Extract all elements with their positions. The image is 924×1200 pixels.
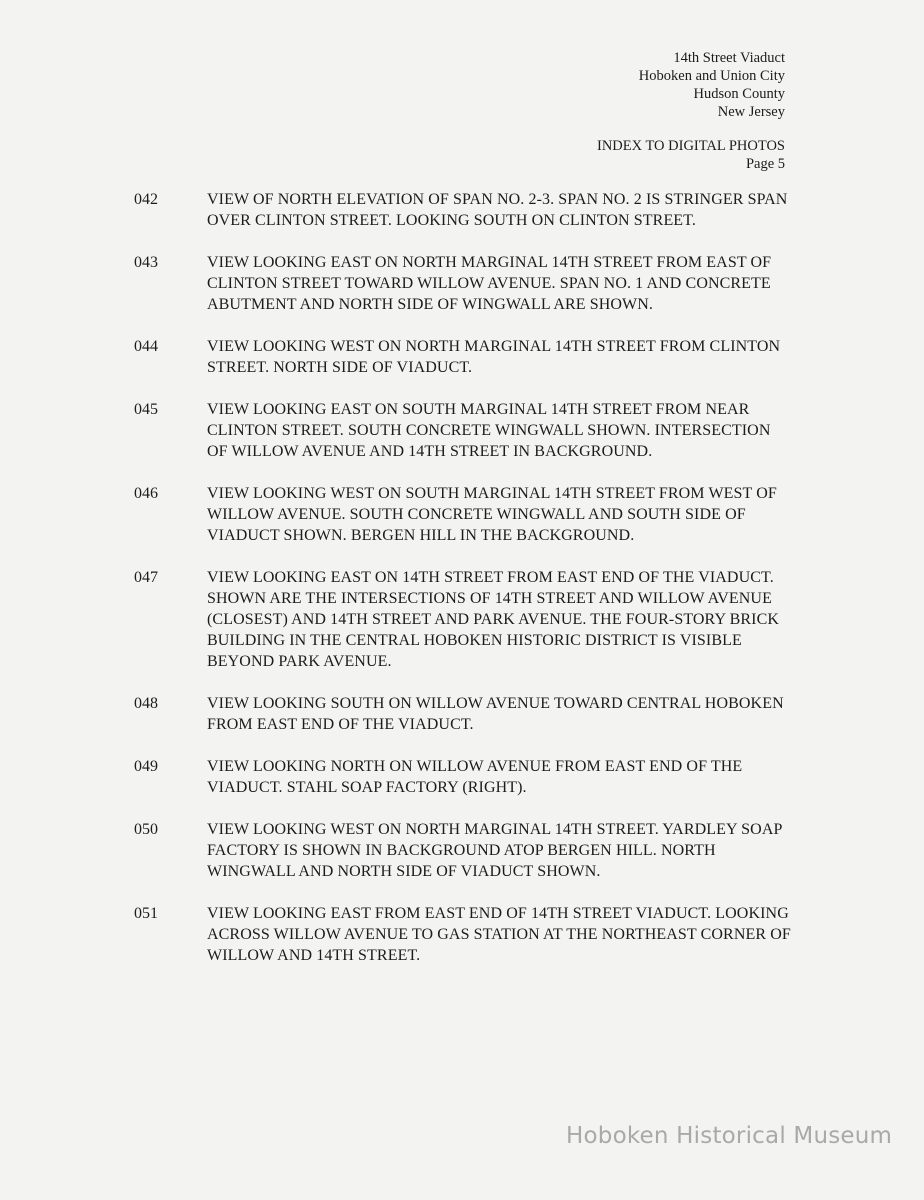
photo-number: 044 (134, 338, 158, 355)
photo-entry (0, 567, 924, 672)
photo-entry (0, 693, 924, 735)
photo-description: VIEW LOOKING EAST ON SOUTH MARGINAL 14TH STREET FROM NEAR CLINTON STREET. SOUTH CONCRETE WINGWALL SHOWN. INTERSECTION OF WILLOW AVENUE AND 14TH STREET IN BACKGROUND. (207, 401, 771, 460)
photo-number: 050 (134, 821, 158, 838)
photo-entry (0, 336, 924, 378)
photo-number: 043 (134, 254, 158, 271)
photo-description: VIEW LOOKING WEST ON SOUTH MARGINAL 14TH STREET FROM WEST OF WILLOW AVENUE. SOUTH CONCRETE WINGWALL AND SOUTH SIDE OF VIADUCT SHOWN. BERGEN HILL IN THE BACKGROUND. (207, 485, 777, 544)
photo-number: 048 (134, 695, 158, 712)
photo-description: VIEW LOOKING WEST ON NORTH MARGINAL 14TH STREET FROM CLINTON STREET. NORTH SIDE OF VIADUCT. (207, 338, 781, 376)
photo-number: 047 (134, 569, 158, 586)
photo-number: 045 (134, 401, 158, 418)
photo-entry (0, 399, 924, 462)
photo-description: VIEW LOOKING EAST ON NORTH MARGINAL 14TH STREET FROM EAST OF CLINTON STREET TOWARD WILLOW AVENUE. SPAN NO. 1 AND CONCRETE ABUTMENT AND NORTH SIDE OF WINGWALL ARE SHOWN. (207, 254, 772, 313)
photo-number: 051 (134, 905, 158, 922)
photo-description: VIEW LOOKING WEST ON NORTH MARGINAL 14TH STREET. YARDLEY SOAP FACTORY IS SHOWN IN BACKGROUND ATOP BERGEN HILL. NORTH WINGWALL AND NORTH SIDE OF VIADUCT SHOWN. (207, 821, 782, 880)
photo-description: VIEW LOOKING EAST ON 14TH STREET FROM EAST END OF THE VIADUCT. SHOWN ARE THE INTERSECTIONS OF 14TH STREET AND WILLOW AVENUE (CLOSEST) AND 14TH STREET AND PARK AVENUE. THE FOUR-STORY BRICK BUILDING IN THE CENTRAL HOBOKEN HISTORIC DISTRICT IS VISIBLE BEYOND PARK AVENUE. (207, 569, 780, 670)
document-header (597, 49, 785, 173)
photo-description: VIEW OF NORTH ELEVATION OF SPAN NO. 2-3. SPAN NO. 2 IS STRINGER SPAN OVER CLINTON STREET. LOOKING SOUTH ON CLINTON STREET. (207, 191, 788, 229)
photo-description: VIEW LOOKING EAST FROM EAST END OF 14TH STREET VIADUCT. LOOKING ACROSS WILLOW AVENUE TO GAS STATION AT THE NORTHEAST CORNER OF WILLOW AND 14TH STREET. (207, 905, 791, 964)
photo-index-list (0, 189, 924, 987)
header-state: New Jersey (717, 104, 785, 120)
photo-entry (0, 756, 924, 798)
photo-entry (0, 819, 924, 882)
photo-description: VIEW LOOKING SOUTH ON WILLOW AVENUE TOWARD CENTRAL HOBOKEN FROM EAST END OF THE VIADUCT. (207, 695, 784, 733)
photo-number: 049 (134, 758, 158, 775)
photo-number: 042 (134, 191, 158, 208)
header-location: Hoboken and Union City (638, 68, 785, 84)
photo-entry (0, 252, 924, 315)
page-number: Page 5 (745, 156, 785, 172)
photo-entry (0, 903, 924, 966)
header-county: Hudson County (693, 86, 785, 102)
header-title: 14th Street Viaduct (673, 50, 785, 66)
photo-number: 046 (134, 485, 158, 502)
photo-entry (0, 189, 924, 231)
museum-watermark: Hoboken Historical Museum (566, 1123, 893, 1149)
photo-description: VIEW LOOKING NORTH ON WILLOW AVENUE FROM EAST END OF THE VIADUCT. STAHL SOAP FACTORY (RIGHT). (207, 758, 743, 796)
photo-entry (0, 483, 924, 546)
index-title: INDEX TO DIGITAL PHOTOS (596, 138, 785, 154)
